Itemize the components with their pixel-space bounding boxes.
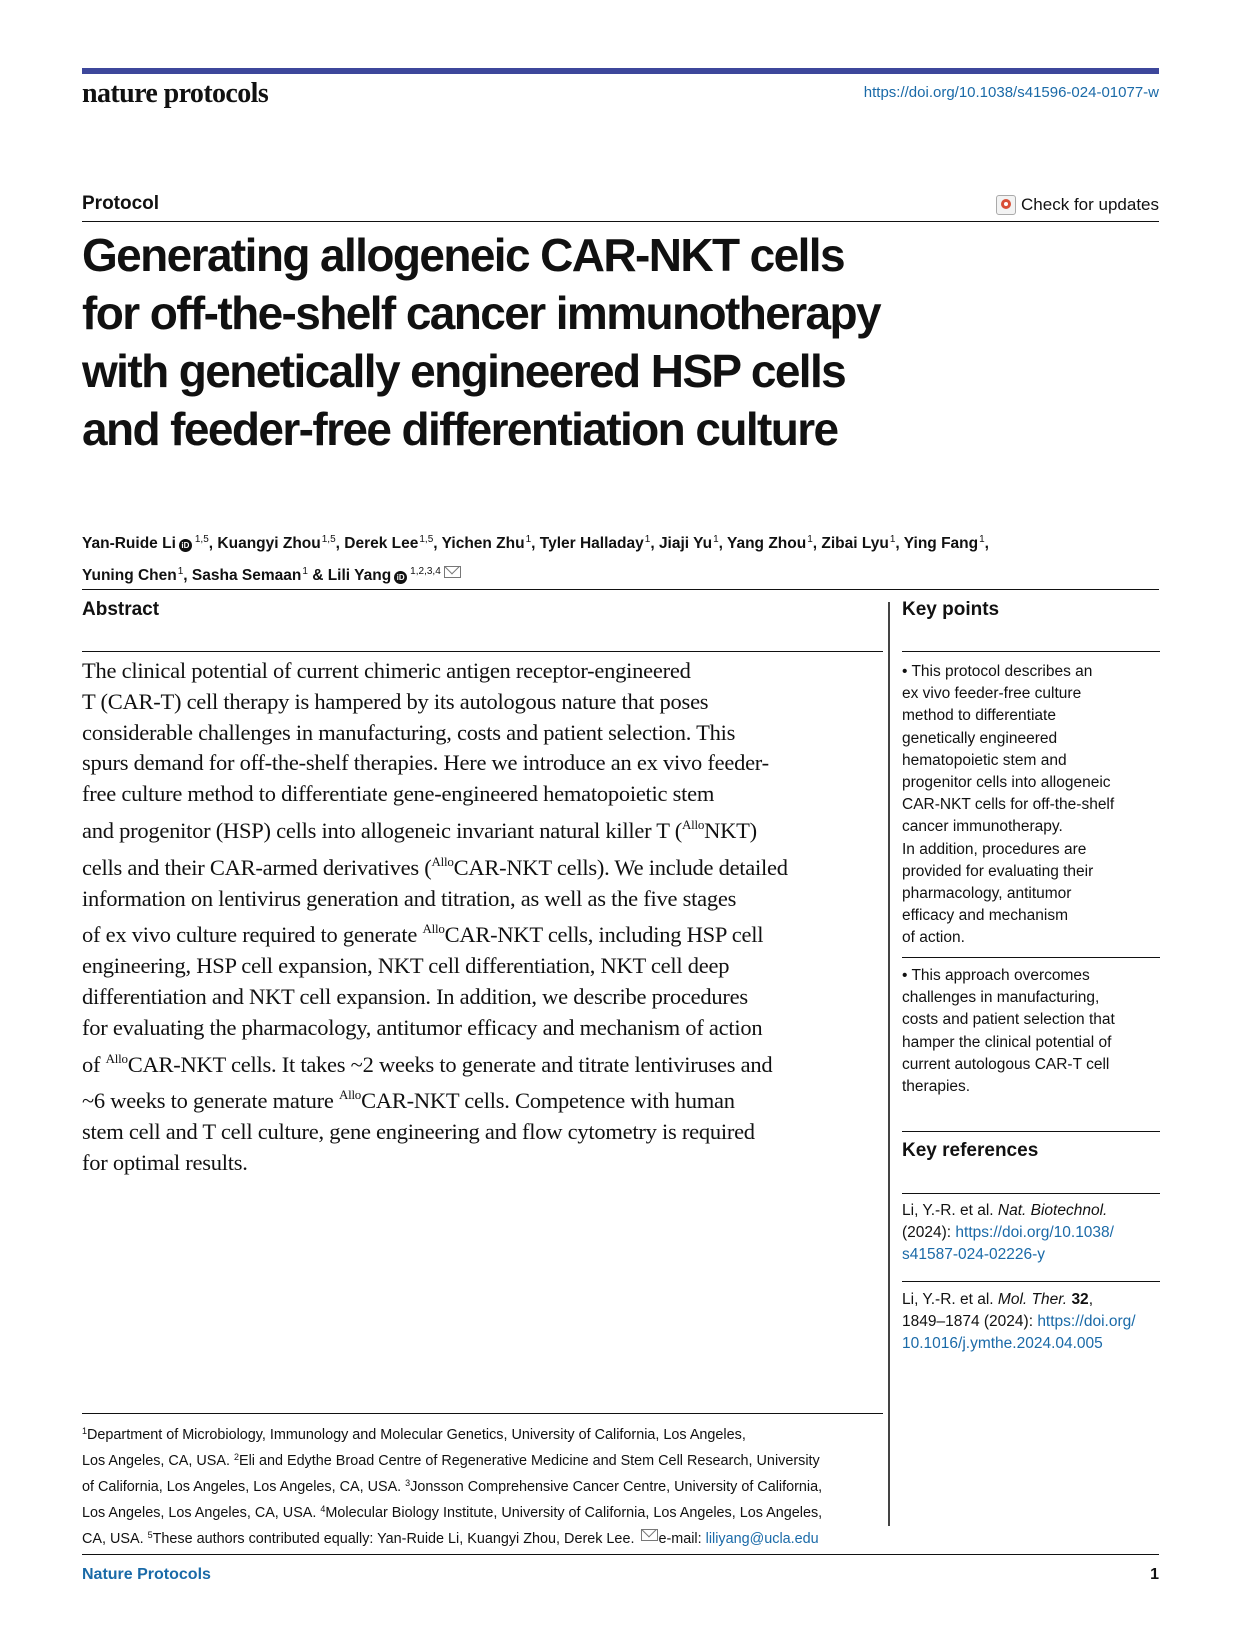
key-references-top-divider: [902, 1131, 1160, 1132]
author-affil-sup: 1,5: [321, 534, 336, 545]
key-points-heading: Key points: [902, 599, 1000, 620]
page-number: 1: [1150, 1566, 1159, 1583]
key-references-heading: Key references: [902, 1140, 1039, 1161]
affiliation-line: CA, USA. $^5$These authors contributed equally: Yan-Ruide Li, Kuangyi Zhou, Derek Lee. e-mail: liliyang@ucla.edu: [82, 1530, 819, 1547]
abstract-line: The clinical potential of current chimeric antigen receptor-engineered: [82, 658, 691, 683]
abstract-line: information on lentivirus generation and titration, as well as the five stages: [82, 885, 737, 911]
key-point-1: [902, 661, 1160, 950]
header-accent-bar: [82, 68, 1159, 74]
article-title: [82, 226, 1159, 458]
author-affil-sup: 1,5: [419, 534, 434, 545]
author-list: Yan-Ruide Li iD$^{1,5}$, Kuangyi Zhou$^{1,5}$, Derek Lee$^{1,5}$, Yichen Zhu$^1$, Tyler Halladay$^1$, Jiaji Yu$^1$, Yang Zhou$^1$, Zibai Lyu$^1$, Ying Fang$^1$, Yuning Chen$^1$, Sasha Semaan$^1$ & Lili Yang iD$^{1,2,3,4}$: [82, 534, 989, 584]
key-point-line: efficacy and mechanism: [902, 907, 1068, 925]
author-affil-sup: 1: [713, 534, 719, 545]
key-point-line: of action.: [902, 929, 965, 947]
author-name[interactable]: Sasha Semaan: [191, 567, 302, 584]
author-name[interactable]: Yang Zhou: [726, 535, 807, 552]
abstract-divider: [82, 651, 883, 652]
author-affil-sup: 1: [525, 534, 532, 545]
key-references-divider: [902, 1193, 1160, 1194]
key-point-line: cancer immunotherapy.: [902, 818, 1063, 836]
email-icon[interactable]: [444, 566, 461, 578]
title-divider: [82, 221, 1159, 222]
author-affil-sup: 1: [302, 566, 308, 577]
reference-line: (2024): https://doi.org/10.1038/: [902, 1224, 1114, 1242]
reference-line: [902, 1333, 1160, 1355]
abstract-line: engineering, HSP cell expansion, NKT cell differentiation, NKT cell deep: [82, 953, 730, 979]
abstract-line: T (CAR-T) cell therapy is hampered by its autologous nature that poses: [82, 688, 709, 714]
author-name[interactable]: Yan-Ruide Li: [82, 535, 176, 552]
author-name[interactable]: Ying Fang: [903, 535, 979, 552]
abstract-line: and progenitor (HSP) cells into allogeneic invariant natural killer T ($^{Allo}$NKT): [82, 816, 757, 843]
check-for-updates-button[interactable]: [996, 195, 1159, 215]
key-point-line: method to differentiate: [902, 707, 1056, 725]
key-point-line: current autologous CAR-T cell: [902, 1055, 1110, 1073]
key-point-line: provided for evaluating their: [902, 862, 1094, 880]
reference-doi-link[interactable]: https://doi.org/: [1037, 1313, 1136, 1331]
reference-line: Li, Y.-R. et al. Mol. Ther. 32,: [902, 1291, 1093, 1308]
title-line: with genetically engineered HSP cells: [82, 345, 846, 397]
author-affil-sup: 1,5: [194, 534, 209, 545]
key-points-separator: [902, 957, 1160, 958]
key-point-line: CAR-NKT cells for off-the-shelf: [902, 796, 1115, 814]
affiliations: [82, 1420, 887, 1550]
email-icon: [641, 1529, 658, 1541]
key-reference-1: [902, 1200, 1160, 1267]
author-name[interactable]: Yichen Zhu: [441, 535, 525, 552]
abstract-line: for evaluating the pharmacology, antitumor efficacy and mechanism of action: [82, 1014, 763, 1040]
affiliation-line: $^1$Department of Microbiology, Immunology and Molecular Genetics, University of California, Los Angeles,: [82, 1426, 746, 1443]
abstract-line: of ex vivo culture required to generate $^{Allo}$CAR-NKT cells, including HSP cell: [82, 921, 764, 948]
author-name[interactable]: Derek Lee: [344, 535, 419, 552]
key-point-line: hematopoietic stem and: [902, 751, 1067, 769]
author-name[interactable]: Zibai Lyu: [821, 535, 889, 552]
affiliation-line: Los Angeles, Los Angeles, CA, USA. $^4$Molecular Biology Institute, University of California, Los Angeles, Los Angeles,: [82, 1504, 823, 1521]
reference-line: 1849–1874 (2024): https://doi.org/: [902, 1313, 1136, 1331]
author-name[interactable]: Jiaji Yu: [658, 535, 713, 552]
key-point-line: genetically engineered: [902, 729, 1058, 747]
reference-doi-link[interactable]: s41587-024-02226-y: [902, 1246, 1046, 1264]
key-point-line: progenitor cells into allogeneic: [902, 774, 1111, 792]
key-reference-2: [902, 1289, 1160, 1356]
abstract-line: cells and their CAR-armed derivatives ($^{Allo}$CAR-NKT cells). We include detailed: [82, 853, 788, 880]
key-point-line: costs and patient selection that: [902, 1011, 1115, 1029]
key-point-line: hamper the clinical potential of: [902, 1033, 1112, 1051]
reference-line: Li, Y.-R. et al. Nat. Biotechnol.: [902, 1202, 1108, 1219]
key-point-line: pharmacology, antitumor: [902, 885, 1072, 903]
footer-divider: [82, 1554, 1159, 1555]
abstract-heading: Abstract: [82, 599, 160, 620]
authors-divider: [82, 589, 1159, 590]
key-point-line: ex vivo feeder-free culture: [902, 685, 1082, 703]
reference-doi-link[interactable]: https://doi.org/10.1038/: [955, 1224, 1114, 1242]
abstract-line: stem cell and T cell culture, gene engineering and flow cytometry is required: [82, 1119, 755, 1145]
author-affil-sup: 1: [979, 534, 985, 545]
footer-journal-name: Nature Protocols: [82, 1566, 211, 1583]
affiliations-divider: [82, 1413, 883, 1414]
crossmark-icon: [996, 195, 1016, 215]
author-affil-sup: 1: [889, 534, 896, 545]
author-affil-sup: 1: [644, 534, 651, 545]
journal-logo: nature protocols: [82, 78, 269, 109]
title-line: and feeder-free differentiation culture: [82, 403, 838, 455]
key-point-line: therapies.: [902, 1078, 971, 1096]
author-name[interactable]: Kuangyi Zhou: [217, 535, 321, 552]
reference-line: [902, 1244, 1160, 1266]
reference-doi-link[interactable]: 10.1016/j.ymthe.2024.04.005: [902, 1335, 1103, 1353]
author-name[interactable]: Lili Yang: [327, 567, 392, 584]
affiliation-line: Los Angeles, CA, USA. $^2$Eli and Edythe Broad Centre of Regenerative Medicine and Stem Cell Research, University: [82, 1452, 820, 1469]
abstract-line: ~6 weeks to generate mature $^{Allo}$CAR-NKT cells. Competence with human: [82, 1087, 735, 1114]
abstract-line: of $^{Allo}$CAR-NKT cells. It takes ~2 weeks to generate and titrate lentiviruses and: [82, 1050, 773, 1077]
orcid-icon[interactable]: iD: [179, 539, 192, 552]
abstract-line: for optimal results.: [82, 1149, 248, 1175]
author-name[interactable]: Yuning Chen: [82, 567, 177, 584]
title-line: Generating allogeneic CAR-NKT cells: [82, 229, 844, 281]
doi-link[interactable]: https://doi.org/10.1038/s41596-024-01077-w: [863, 84, 1159, 101]
key-point-2: [902, 965, 1160, 1098]
key-point-line: • This protocol describes an: [902, 663, 1093, 680]
abstract-line: spurs demand for off-the-shelf therapies. Here we introduce an ex vivo feeder-: [82, 750, 769, 776]
key-point-line: In addition, procedures are: [902, 840, 1087, 858]
key-points-divider: [902, 651, 1160, 652]
affiliation-line: of California, Los Angeles, Los Angeles, CA, USA. $^3$Jonsson Comprehensive Cancer Centre, University of California,: [82, 1478, 823, 1495]
author-affil-sup: 1: [177, 566, 184, 577]
author-affil-sup: 1,2,3,4: [410, 566, 441, 577]
abstract-line: considerable challenges in manufacturing, costs and patient selection. This: [82, 719, 736, 745]
column-divider: [888, 602, 890, 1526]
author-affil-sup: 1: [807, 534, 813, 545]
key-point-line: challenges in manufacturing,: [902, 989, 1100, 1007]
check-for-updates-label: Check for updates: [1021, 195, 1159, 214]
title-line: for off-the-shelf cancer immunotherapy: [82, 287, 880, 339]
abstract-body: [82, 656, 887, 1179]
article-type-label: Protocol: [82, 193, 160, 214]
orcid-icon[interactable]: iD: [394, 571, 407, 584]
author-name[interactable]: Tyler Halladay: [539, 535, 644, 552]
abstract-line: free culture method to differentiate gene-engineered hematopoietic stem: [82, 781, 715, 807]
abstract-line: differentiation and NKT cell expansion. In addition, we describe procedures: [82, 983, 748, 1009]
corresponding-email-link[interactable]: liliyang@ucla.edu: [705, 1531, 819, 1547]
key-references-separator: [902, 1281, 1160, 1282]
key-point-line: • This approach overcomes: [902, 967, 1090, 984]
